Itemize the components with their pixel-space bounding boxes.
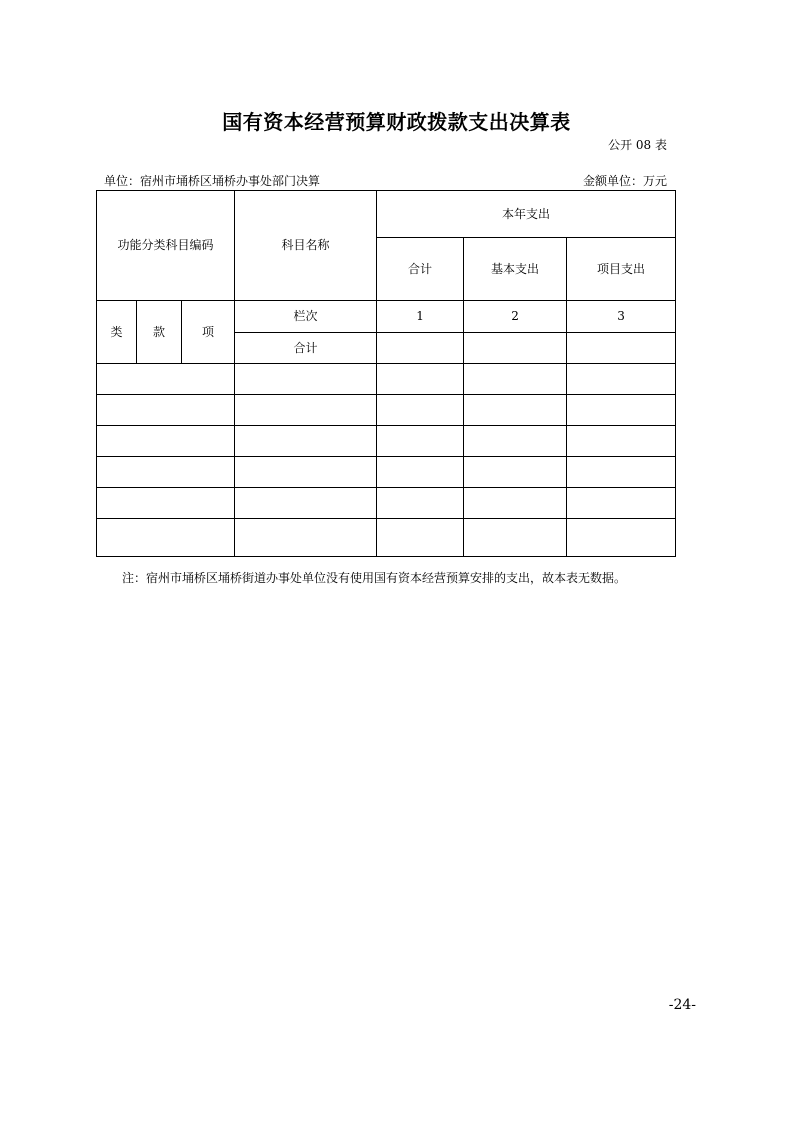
column-number: 3 [567,301,676,333]
column-number: 1 [377,301,464,333]
expenditure-table [96,190,676,557]
table-cell [567,364,676,395]
table-cell [235,364,377,395]
table-cell [377,395,464,426]
header-name: 科目名称 [235,191,377,301]
table-cell [567,333,676,364]
header-section: 款 [137,301,182,364]
table-cell [567,457,676,488]
page-number: -24- [668,997,696,1013]
header-item: 项 [182,301,235,364]
table-cell [97,395,235,426]
table-row [97,457,676,488]
table-cell [464,333,567,364]
table-cell [97,457,235,488]
column-number: 2 [464,301,567,333]
table-cell [377,333,464,364]
table-cell [235,395,377,426]
table-cell [464,519,567,557]
table-cell [567,395,676,426]
table-cell [97,488,235,519]
page-title: 国有资本经营预算财政拨款支出决算表 [222,110,571,134]
header-current-year: 本年支出 [377,191,676,238]
table-cell [464,364,567,395]
table-cell [235,488,377,519]
footnote: 注：宿州市埇桥区埇桥街道办事处单位没有使用国有资本经营预算安排的支出，故本表无数据。 [122,571,627,585]
table-cell [464,457,567,488]
table-cell [235,457,377,488]
table-cell [377,488,464,519]
table-row [97,395,676,426]
table-cell [235,519,377,557]
table-row [97,488,676,519]
table-cell [235,426,377,457]
unit-label: 单位：宿州市埇桥区埇桥办事处部门决算 [104,174,321,188]
amount-unit: 金额单位：万元 [582,174,667,188]
table-cell [567,519,676,557]
table-cell [464,488,567,519]
table-cell [377,426,464,457]
form-number: 公开 08 表 [608,138,667,152]
table-row [97,364,676,395]
header-total: 合计 [377,238,464,301]
table-cell [377,364,464,395]
column-row-label: 栏次 [235,301,377,333]
header-project: 项目支出 [567,238,676,301]
table-cell [567,426,676,457]
table-row [97,426,676,457]
header-class: 类 [97,301,137,364]
table-cell [464,426,567,457]
table-cell [97,519,235,557]
table-cell [464,395,567,426]
table-cell [97,364,235,395]
table-cell [567,488,676,519]
header-code: 功能分类科目编码 [97,191,235,301]
table-cell [97,426,235,457]
total-row-label: 合计 [235,333,377,364]
header-basic: 基本支出 [464,238,567,301]
table-cell [377,519,464,557]
table-row [97,519,676,557]
table-cell [377,457,464,488]
